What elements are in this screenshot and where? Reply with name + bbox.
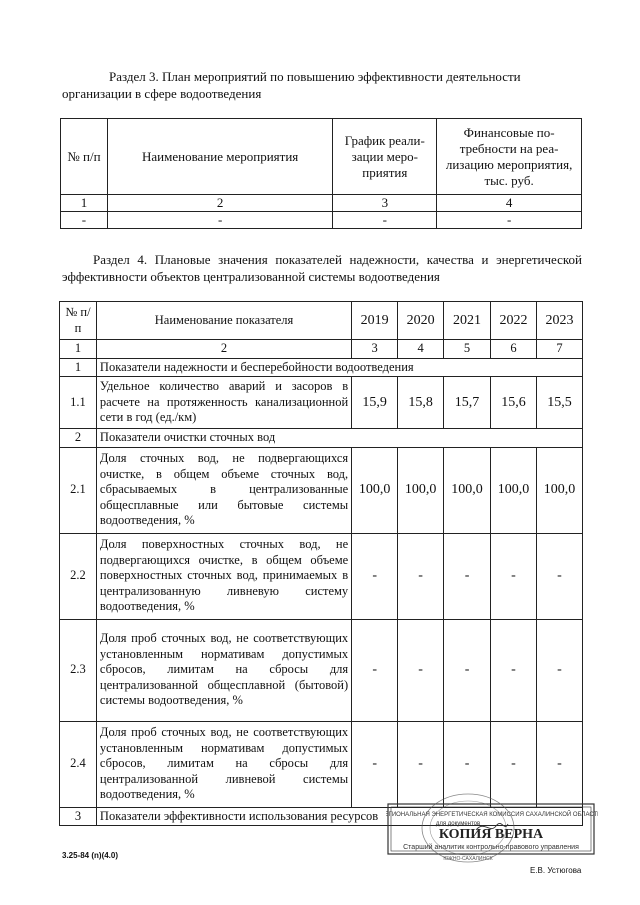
indicator-name: Доля поверхностных сточных вод, не подвергающихся очистке, в общем объеме поверхностных сточных вод, принимаемых в централизованную ливневую систему водоотведения, % [96,533,351,619]
header-year: 2020 [398,302,444,340]
row-number: 3 [60,807,97,826]
table-cell: - [61,212,108,229]
indicator-value: 100,0 [491,447,537,533]
table-cell: 5 [444,340,491,359]
table-row [61,212,582,229]
header-year: 2019 [352,302,398,340]
table-row [60,533,583,619]
section3-heading-line2: организации в сфере водоотведения [62,86,262,101]
table-cell: 4 [398,340,444,359]
svg-text:для документов: для документов [435,821,481,827]
table-cell: - [107,212,333,229]
row-number: 2.1 [60,447,97,533]
indicator-name: Доля проб сточных вод, не соответствующих установленным нормативам допустимых сбросов, лимитам на сбросы для централизованной ливневой системы водоотведения, % [96,721,351,807]
table-row [60,619,583,721]
indicator-value: - [398,533,444,619]
indicator-name: Доля проб сточных вод, не соответствующих установленным нормативам допустимых сбросов, лимитам на сбросы для централизованной общесплавной (бытовой) системы водоотведения, % [96,619,351,721]
header-name: Наименование мероприятия [107,119,333,195]
table-group-row [60,429,583,448]
svg-text:ЮЖНО-САХАЛИНСК: ЮЖНО-САХАЛИНСК [443,856,493,862]
row-number: 2.2 [60,533,97,619]
table-header-row [60,302,583,340]
row-number: 2.3 [60,619,97,721]
table-cell: 1 [60,340,97,359]
table-row [60,447,583,533]
table-cell: 4 [437,195,582,212]
section4-table [59,301,583,826]
indicator-name: Показатели надежности и бесперебойности водоотведения [96,358,582,377]
indicator-value: - [491,619,537,721]
header-year: 2021 [444,302,491,340]
row-number: 2.4 [60,721,97,807]
row-number: 2 [60,429,97,448]
stamp-signer: Е.В. Устюгова [530,866,582,875]
table-cell: - [333,212,437,229]
indicator-value: - [491,533,537,619]
table-group-row [60,358,583,377]
indicator-value: 15,8 [398,377,444,429]
table-cell: 7 [536,340,582,359]
indicator-value: 15,7 [444,377,491,429]
indicator-value: - [352,619,398,721]
header-num: № п/п [60,302,97,340]
header-schedule: График реализации мероприятия [333,119,437,195]
table-cell: 6 [491,340,537,359]
indicator-value: - [536,619,582,721]
table-numbering-row [60,340,583,359]
indicator-name: Показатели очистки сточных вод [96,429,582,448]
svg-text:КОПИЯ ВЕРНА: КОПИЯ ВЕРНА [438,827,544,842]
indicator-value: - [444,721,491,807]
document-code: 3.25-84 (n)(4.0) [62,851,119,860]
indicator-value: 100,0 [536,447,582,533]
indicator-value: - [536,533,582,619]
table-cell: 1 [61,195,108,212]
indicator-value: 100,0 [398,447,444,533]
indicator-value: 100,0 [352,447,398,533]
section4-heading: Раздел 4. Плановые значения показателей надежности, качества и энергетической эффективности объектов централизованной системы водоотведения [62,252,582,284]
table-header-row [61,119,582,195]
section3-table [60,118,582,229]
indicator-value: - [491,721,537,807]
header-num: № п/п [61,119,108,195]
table-cell: 3 [352,340,398,359]
table-cell: - [437,212,582,229]
indicator-value: - [398,721,444,807]
header-name: Наименование показателя [96,302,351,340]
svg-text:РЕГИОНАЛЬНАЯ ЭНЕРГЕТИЧЕСКАЯ КО: РЕГИОНАЛЬНАЯ ЭНЕРГЕТИЧЕСКАЯ КОМИССИЯ САХАЛИНСКОЙ ОБЛАСТИ [386,812,598,818]
indicator-value: - [352,721,398,807]
indicator-value: 15,9 [352,377,398,429]
header-finance: Финансовые потребности на реализацию мероприятия, тыс. руб. [437,119,582,195]
table-cell: 2 [107,195,333,212]
header-year: 2022 [491,302,537,340]
section4-table-body [60,302,583,826]
table-numbering-row [61,195,582,212]
section3-heading-line1: Раздел 3. План мероприятий по повышению эффективности деятельности [109,69,521,84]
indicator-value: - [444,533,491,619]
indicator-value: - [352,533,398,619]
header-year: 2023 [536,302,582,340]
row-number: 1.1 [60,377,97,429]
indicator-value: - [444,619,491,721]
indicator-name: Доля сточных вод, не подвергающихся очистке, в общем объеме сточных вод, сбрасываемых в централизованные общесплавные или бытовые системы водоотведения, % [96,447,351,533]
row-number: 1 [60,358,97,377]
table-row [60,377,583,429]
indicator-value: 15,5 [536,377,582,429]
section3-heading [62,68,582,102]
indicator-value: - [398,619,444,721]
indicator-name: Показатели эффективности использования ресурсов [96,807,582,826]
indicator-value: 15,6 [491,377,537,429]
indicator-name: Удельное количество аварий и засоров в расчете на протяженность канализационной сети в год (ед./км) [96,377,351,429]
svg-text:Старший аналитик контрольно-пр: Старший аналитик контрольно-правового управления [403,844,579,851]
indicator-value: - [536,721,582,807]
indicator-value: 100,0 [444,447,491,533]
table-cell: 2 [96,340,351,359]
table-cell: 3 [333,195,437,212]
